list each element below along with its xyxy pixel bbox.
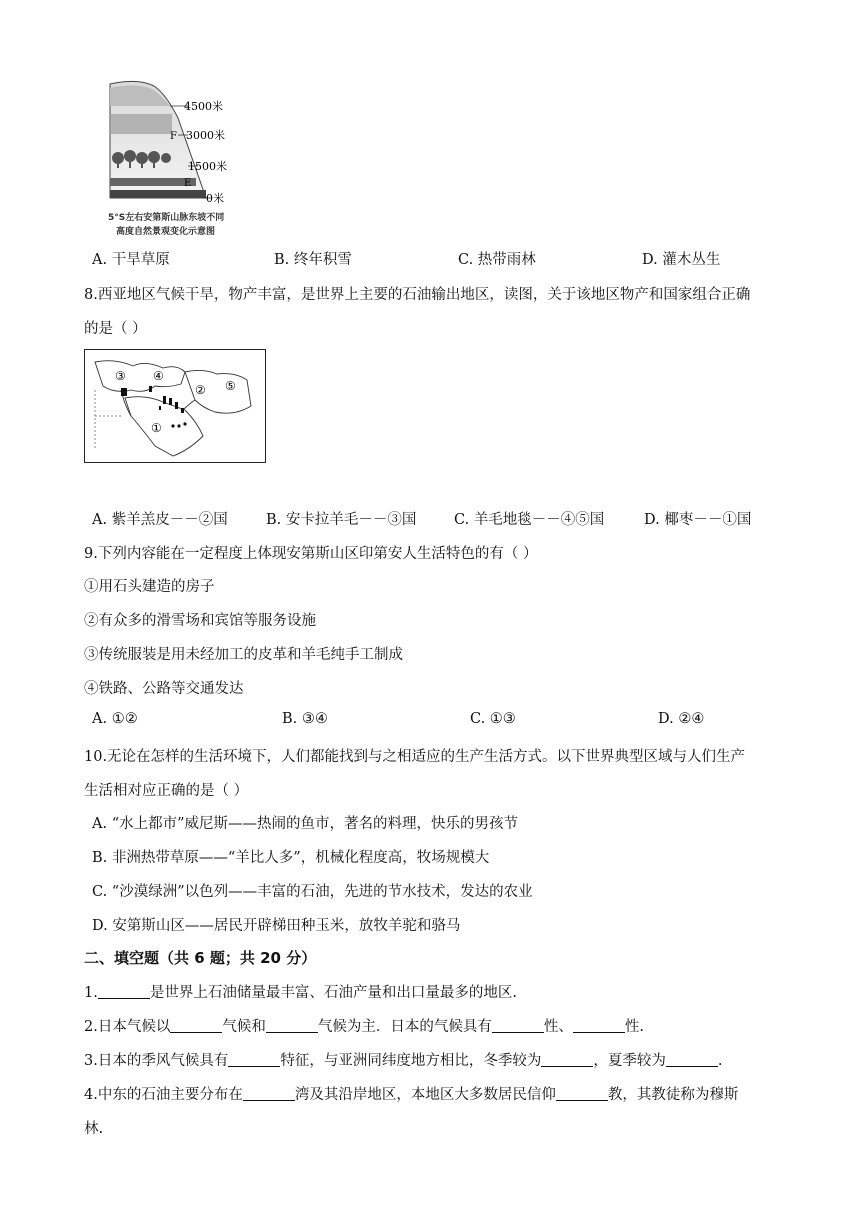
- fill-q2-c: 气候为主．日本的气候具有: [317, 1019, 492, 1035]
- q7-option-d: D. 灌木丛生: [642, 252, 721, 268]
- q8-option-d: D. 椰枣－－①国: [644, 512, 752, 528]
- fill-q3-b: 特征，与亚洲同纬度地方相比，冬季较为: [280, 1053, 542, 1069]
- label-1500: 1500米: [188, 160, 227, 173]
- point-e: E: [184, 178, 192, 189]
- point-f: F: [170, 131, 177, 142]
- q10-option-a: A. “水上都市”威尼斯——热闹的鱼市，著名的料理，快乐的男孩节: [92, 816, 519, 832]
- fill-q1-text: 是世界上石油储量最丰富、石油产量和出口量最多的地区.: [149, 985, 517, 1001]
- q9-item-2: ②有众多的滑雪场和宾馆等服务设施: [84, 613, 316, 629]
- q9-item-3: ③传统服装是用未经加工的皮革和羊毛纯手工制成: [84, 647, 403, 663]
- blank: [243, 1086, 295, 1101]
- fill-q4-c: 教，其教徒称为穆斯: [607, 1087, 739, 1103]
- marker-4: ④: [153, 369, 164, 383]
- blank: [98, 984, 150, 999]
- west-asia-map: [84, 349, 266, 463]
- label-4500: 4500米: [184, 100, 223, 113]
- q10-option-d: D. 安第斯山区——居民开辟梯田种玉米，放牧羊驼和骆马: [92, 918, 461, 934]
- q7-option-c: C. 热带雨林: [458, 252, 536, 268]
- q9-item-4: ④铁路、公路等交通发达: [84, 681, 244, 697]
- q7-option-b: B. 终年积雪: [274, 252, 352, 268]
- andes-altitude-figure: [108, 78, 250, 246]
- blank: [228, 1052, 280, 1067]
- q9-item-1: ①用石头建造的房子: [84, 579, 215, 595]
- blank: [666, 1052, 718, 1067]
- q9-stem: 9.下列内容能在一定程度上体现安第斯山区印第安人生活特色的有（ ）: [84, 546, 538, 562]
- blank: [492, 1018, 544, 1033]
- q8-stem-line1: 8.西亚地区气候干旱，物产丰富，是世界上主要的石油输出地区，读图，关于该地区物产和国家组合正确: [84, 287, 751, 303]
- label-0: 0米: [206, 192, 224, 205]
- fill-q3-d: .: [717, 1053, 723, 1069]
- figure1-caption-line1: 5°S左右安第斯山脉东坡不同: [108, 213, 225, 223]
- section-title: 二、填空题（共 6 题；共 20 分）: [84, 949, 317, 967]
- marker-5: ⑤: [225, 379, 236, 393]
- fill-q2: [84, 1015, 644, 1036]
- q9-option-d: D. ②④: [658, 711, 705, 727]
- blank: [573, 1018, 625, 1033]
- q10-option-b: B. 非洲热带草原——“羊比人多”，机械化程度高，牧场规模大: [92, 850, 490, 866]
- q8-option-b: B. 安卡拉羊毛－－③国: [266, 512, 417, 528]
- q8-option-a: A. 紫羊羔皮－－②国: [92, 512, 228, 528]
- figure1-caption-line2: 高度自然景观变化示意图: [116, 227, 216, 237]
- q10-stem-line1: 10.无论在怎样的生活环境下，人们都能找到与之相适应的生产生活方式。以下世界典型区域与人们生产: [84, 749, 746, 765]
- q10-stem-line2: 生活相对应正确的是（ ）: [84, 783, 249, 799]
- blank: [266, 1018, 318, 1033]
- marker-3: ③: [115, 369, 126, 383]
- fill-q2-d: 性、: [543, 1019, 573, 1035]
- fill-q2-b: 气候和: [222, 1019, 266, 1035]
- fill-q3-c: ，夏季较为: [593, 1053, 666, 1069]
- fill-q4-a: 4.中东的石油主要分布在: [84, 1087, 243, 1103]
- q8-stem-line2: 的是（ ）: [84, 321, 147, 337]
- blank: [170, 1018, 222, 1033]
- fill-q3: [84, 1049, 722, 1070]
- fill-q3-a: 3.日本的季风气候具有: [84, 1053, 229, 1069]
- marker-2: ②: [195, 383, 206, 397]
- q9-option-b: B. ③④: [282, 711, 328, 727]
- label-3000: 3000米: [186, 129, 225, 142]
- fill-q4: [84, 1083, 738, 1104]
- fill-q4-cont: 林.: [84, 1121, 104, 1137]
- q9-option-a: A. ①②: [92, 711, 138, 727]
- fill-q4-b: 湾及其沿岸地区，本地区大多数居民信仰: [294, 1087, 556, 1103]
- fill-q1: [84, 981, 517, 1002]
- q7-option-a: A. 干旱草原: [92, 252, 170, 268]
- fill-q1-num: 1.: [84, 985, 98, 1001]
- marker-1: ①: [151, 421, 162, 435]
- blank: [541, 1052, 593, 1067]
- q10-option-c: C. “沙漠绿洲”以色列——丰富的石油，先进的节水技术，发达的农业: [92, 884, 533, 900]
- blank: [556, 1086, 608, 1101]
- fill-q2-e: 性.: [624, 1019, 644, 1035]
- q9-option-c: C. ①③: [470, 711, 516, 727]
- fill-q2-a: 2.日本气候以: [84, 1019, 171, 1035]
- q8-option-c: C. 羊毛地毯－－④⑤国: [454, 512, 605, 528]
